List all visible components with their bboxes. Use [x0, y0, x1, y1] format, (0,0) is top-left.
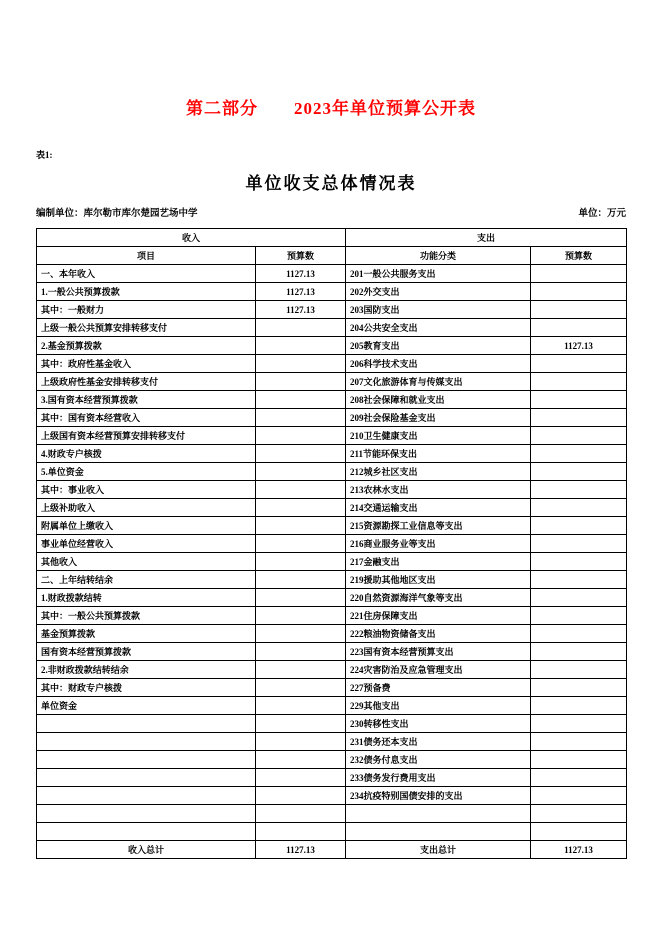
expense-budget-cell — [531, 733, 627, 751]
item-cell: 其中：财政专户核拨 — [37, 679, 256, 697]
function-cell: 229其他支出 — [346, 697, 531, 715]
function-cell: 207文化旅游体育与传媒支出 — [346, 373, 531, 391]
income-budget-cell — [256, 751, 346, 769]
item-cell — [37, 751, 256, 769]
income-budget-cell — [256, 625, 346, 643]
expense-total-label: 支出总计 — [346, 841, 531, 859]
item-cell: 其中：政府性基金收入 — [37, 355, 256, 373]
item-cell: 5.单位资金 — [37, 463, 256, 481]
expense-budget-cell: 1127.13 — [531, 337, 627, 355]
table-row — [37, 607, 627, 625]
table-row — [37, 517, 627, 535]
table-row — [37, 337, 627, 355]
table-row — [37, 463, 627, 481]
income-budget-cell — [256, 805, 346, 823]
income-budget-cell — [256, 697, 346, 715]
income-budget-cell: 1127.13 — [256, 265, 346, 283]
expense-total-value: 1127.13 — [531, 841, 627, 859]
item-cell: 附属单位上缴收入 — [37, 517, 256, 535]
table-title: 单位收支总体情况表 — [245, 174, 417, 193]
table-row — [37, 625, 627, 643]
function-cell: 220自然资源海洋气象等支出 — [346, 589, 531, 607]
function-cell: 217金融支出 — [346, 553, 531, 571]
expense-budget-cell — [531, 679, 627, 697]
income-budget-cell — [256, 535, 346, 553]
table-row — [37, 301, 627, 319]
expense-budget-cell — [531, 481, 627, 499]
item-cell — [37, 823, 256, 841]
item-cell — [37, 733, 256, 751]
item-cell: 上级一般公共预算安排转移支付 — [37, 319, 256, 337]
expense-budget-cell — [531, 427, 627, 445]
column-header-row — [37, 247, 627, 265]
expense-budget-cell — [531, 697, 627, 715]
table-row — [37, 769, 627, 787]
function-cell: 219援助其他地区支出 — [346, 571, 531, 589]
item-cell: 上级政府性基金安排转移支付 — [37, 373, 256, 391]
function-column-header: 功能分类 — [346, 247, 531, 265]
expense-budget-cell — [531, 787, 627, 805]
expense-budget-cell — [531, 445, 627, 463]
table-row — [37, 391, 627, 409]
table-row — [37, 787, 627, 805]
item-cell — [37, 769, 256, 787]
expense-budget-column-header: 预算数 — [531, 247, 627, 265]
item-cell — [37, 805, 256, 823]
function-cell: 227预备费 — [346, 679, 531, 697]
expense-budget-cell — [531, 805, 627, 823]
income-budget-cell — [256, 517, 346, 535]
income-budget-cell — [256, 607, 346, 625]
expense-budget-cell — [531, 409, 627, 427]
item-cell: 上级补助收入 — [37, 499, 256, 517]
income-budget-cell — [256, 553, 346, 571]
function-cell: 213农林水支出 — [346, 481, 531, 499]
budget-table — [36, 228, 627, 859]
item-cell: 其中：一般财力 — [37, 301, 256, 319]
item-cell: 一、本年收入 — [37, 265, 256, 283]
income-budget-cell — [256, 409, 346, 427]
table-row — [37, 445, 627, 463]
budget-table-body — [37, 265, 627, 841]
prepared-by-label: 编制单位：库尔勒市库尔楚园艺场中学 — [36, 209, 198, 219]
expense-budget-cell — [531, 589, 627, 607]
expense-budget-cell — [531, 373, 627, 391]
table-row — [37, 679, 627, 697]
item-column-header: 项目 — [37, 247, 256, 265]
function-cell: 222粮油物资储备支出 — [346, 625, 531, 643]
income-group-header: 收入 — [37, 229, 346, 247]
function-cell: 201一般公共服务支出 — [346, 265, 531, 283]
income-budget-cell: 1127.13 — [256, 301, 346, 319]
expense-budget-cell — [531, 535, 627, 553]
item-cell: 国有资本经营预算拨款 — [37, 643, 256, 661]
total-row — [37, 841, 627, 859]
item-cell: 其中：事业收入 — [37, 481, 256, 499]
expense-group-header: 支出 — [346, 229, 627, 247]
function-cell: 210卫生健康支出 — [346, 427, 531, 445]
expense-budget-cell — [531, 517, 627, 535]
function-cell: 233债务发行费用支出 — [346, 769, 531, 787]
expense-budget-cell — [531, 769, 627, 787]
item-cell: 1.一般公共预算拨款 — [37, 283, 256, 301]
income-budget-cell — [256, 679, 346, 697]
item-cell: 4.财政专户核拨 — [37, 445, 256, 463]
function-cell: 214交通运输支出 — [346, 499, 531, 517]
income-total-value: 1127.13 — [256, 841, 346, 859]
function-cell: 212城乡社区支出 — [346, 463, 531, 481]
function-cell: 234抗疫特别国债安排的支出 — [346, 787, 531, 805]
expense-budget-cell — [531, 319, 627, 337]
income-budget-cell — [256, 319, 346, 337]
item-cell: 其中：一般公共预算拨款 — [37, 607, 256, 625]
expense-budget-cell — [531, 463, 627, 481]
income-budget-cell — [256, 391, 346, 409]
function-cell: 216商业服务业等支出 — [346, 535, 531, 553]
item-cell: 其中：国有资本经营收入 — [37, 409, 256, 427]
item-cell — [37, 787, 256, 805]
table-row — [37, 643, 627, 661]
income-budget-cell — [256, 463, 346, 481]
section-title: 第二部分 2023年单位预算公开表 — [186, 99, 476, 118]
income-total-label: 收入总计 — [37, 841, 256, 859]
group-header-row — [37, 229, 627, 247]
income-budget-cell — [256, 373, 346, 391]
table-row — [37, 589, 627, 607]
function-cell — [346, 823, 531, 841]
function-cell: 221住房保障支出 — [346, 607, 531, 625]
income-budget-column-header: 预算数 — [256, 247, 346, 265]
table-row — [37, 499, 627, 517]
item-cell: 3.国有资本经营预算拨款 — [37, 391, 256, 409]
income-budget-cell — [256, 445, 346, 463]
table-row — [37, 733, 627, 751]
function-cell: 231债务还本支出 — [346, 733, 531, 751]
item-cell: 单位资金 — [37, 697, 256, 715]
income-budget-cell — [256, 733, 346, 751]
item-cell: 2.基金预算拨款 — [37, 337, 256, 355]
income-budget-cell — [256, 337, 346, 355]
table-row — [37, 427, 627, 445]
table-row — [37, 283, 627, 301]
function-cell: 203国防支出 — [346, 301, 531, 319]
table-row — [37, 571, 627, 589]
table-row — [37, 481, 627, 499]
expense-budget-cell — [531, 715, 627, 733]
income-budget-cell — [256, 481, 346, 499]
expense-budget-cell — [531, 391, 627, 409]
table-row — [37, 265, 627, 283]
item-cell: 1.财政拨款结转 — [37, 589, 256, 607]
function-cell: 232债务付息支出 — [346, 751, 531, 769]
function-cell: 223国有资本经营预算支出 — [346, 643, 531, 661]
function-cell: 211节能环保支出 — [346, 445, 531, 463]
function-cell: 204公共安全支出 — [346, 319, 531, 337]
function-cell: 202外交支出 — [346, 283, 531, 301]
income-budget-cell — [256, 787, 346, 805]
expense-budget-cell — [531, 499, 627, 517]
function-cell: 224灾害防治及应急管理支出 — [346, 661, 531, 679]
function-cell: 230转移性支出 — [346, 715, 531, 733]
function-cell: 206科学技术支出 — [346, 355, 531, 373]
table-row — [37, 409, 627, 427]
income-budget-cell — [256, 499, 346, 517]
expense-budget-cell — [531, 643, 627, 661]
expense-budget-cell — [531, 823, 627, 841]
income-budget-cell — [256, 571, 346, 589]
expense-budget-cell — [531, 661, 627, 679]
expense-budget-cell — [531, 751, 627, 769]
budget-table-head — [37, 229, 627, 265]
function-cell: 209社会保险基金支出 — [346, 409, 531, 427]
function-cell: 215资源勘探工业信息等支出 — [346, 517, 531, 535]
table-row — [37, 355, 627, 373]
item-cell: 其他收入 — [37, 553, 256, 571]
table-row — [37, 553, 627, 571]
expense-budget-cell — [531, 283, 627, 301]
function-cell: 208社会保障和就业支出 — [346, 391, 531, 409]
expense-budget-cell — [531, 607, 627, 625]
item-cell: 二、上年结转结余 — [37, 571, 256, 589]
item-cell: 上级国有资本经营预算安排转移支付 — [37, 427, 256, 445]
item-cell: 事业单位经营收入 — [37, 535, 256, 553]
table-row — [37, 535, 627, 553]
income-budget-cell — [256, 661, 346, 679]
table-row — [37, 751, 627, 769]
item-cell: 基金预算拨款 — [37, 625, 256, 643]
income-budget-cell — [256, 823, 346, 841]
expense-budget-cell — [531, 625, 627, 643]
income-budget-cell — [256, 427, 346, 445]
item-cell: 2.非财政拨款结转结余 — [37, 661, 256, 679]
income-budget-cell: 1127.13 — [256, 283, 346, 301]
expense-budget-cell — [531, 553, 627, 571]
table-row — [37, 661, 627, 679]
table-row — [37, 715, 627, 733]
income-budget-cell — [256, 769, 346, 787]
expense-budget-cell — [531, 301, 627, 319]
item-cell — [37, 715, 256, 733]
table-meta-row — [36, 205, 626, 219]
income-budget-cell — [256, 643, 346, 661]
table-row — [37, 823, 627, 841]
income-budget-cell — [256, 355, 346, 373]
expense-budget-cell — [531, 355, 627, 373]
table-row — [37, 697, 627, 715]
income-budget-cell — [256, 589, 346, 607]
table-row — [37, 319, 627, 337]
function-cell: 205教育支出 — [346, 337, 531, 355]
table-row — [37, 373, 627, 391]
table-row — [37, 805, 627, 823]
unit-label: 单位：万元 — [578, 209, 626, 219]
income-budget-cell — [256, 715, 346, 733]
function-cell — [346, 805, 531, 823]
expense-budget-cell — [531, 571, 627, 589]
budget-table-foot — [37, 841, 627, 859]
expense-budget-cell — [531, 265, 627, 283]
table-number-label: 表1: — [36, 150, 53, 160]
